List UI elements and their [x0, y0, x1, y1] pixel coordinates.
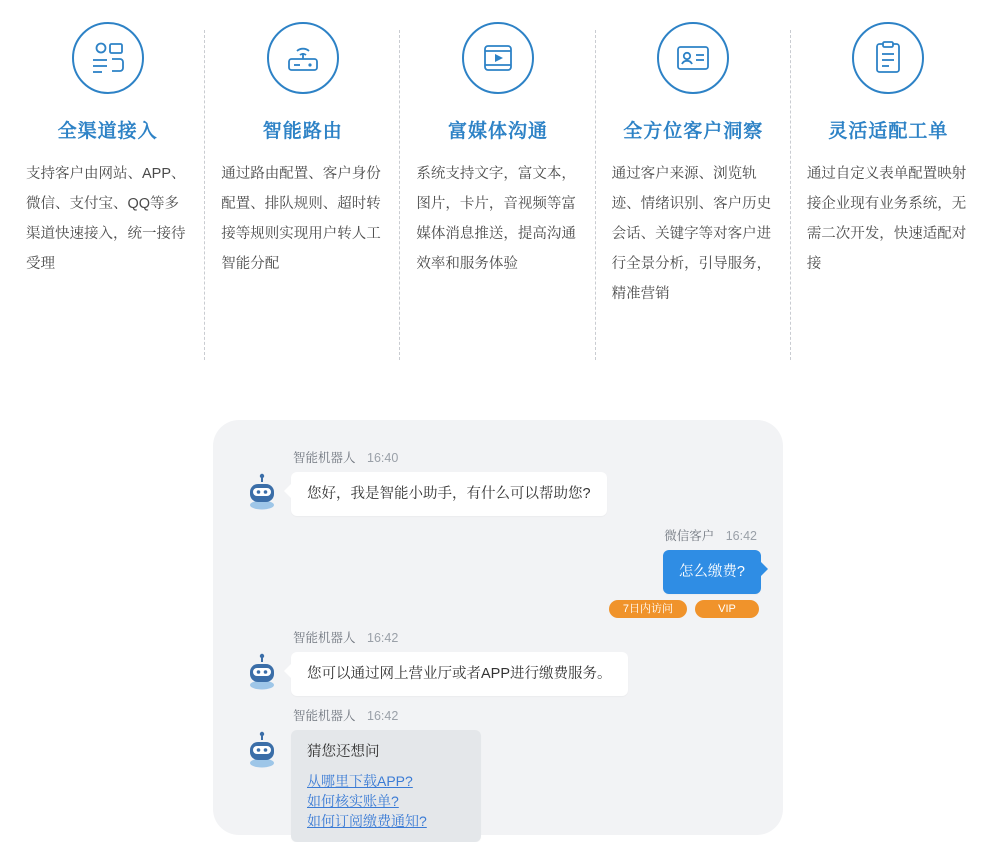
feature-description: 系统支持文字，富文本，图片，卡片，音视频等富媒体消息推送，提高沟通效率和服务体验: [416, 166, 576, 272]
suggestion-bubble: [291, 730, 481, 842]
message-time: 16:42: [725, 529, 757, 543]
customer-card-icon: [657, 22, 729, 94]
robot-avatar-icon: [243, 730, 281, 768]
channels-icon: [72, 22, 144, 94]
message-sender: 微信客户: [664, 529, 715, 543]
message-line: [235, 550, 761, 594]
work-order-icon: [852, 22, 924, 94]
suggestion-link[interactable]: 如何核实账单?: [307, 793, 399, 809]
message-time: 16:42: [367, 709, 399, 723]
feature-title: 智能路由: [262, 121, 343, 142]
message-time: 16:40: [367, 451, 399, 465]
chat-message: [235, 448, 761, 516]
customer-tag-list: [235, 600, 761, 618]
robot-avatar-icon: [243, 652, 281, 690]
status-badge: 7日内访问: [609, 600, 687, 618]
feature-item-router: [205, 22, 400, 309]
feature-description: 支持客户由网站、APP、微信、支付宝、QQ等多渠道快速接入，统一接待受理: [26, 166, 186, 272]
message-sender: 智能机器人: [293, 451, 356, 465]
message-bubble: 您可以通过网上营业厅或者APP进行缴费服务。: [291, 652, 628, 696]
message-time: 16:42: [367, 631, 399, 645]
message-line: [235, 730, 761, 842]
feature-item-work-order: [791, 22, 986, 309]
message-bubble: 您好，我是智能小助手，有什么可以帮助您?: [291, 472, 607, 516]
message-meta: [235, 706, 761, 724]
message-sender: 智能机器人: [293, 631, 356, 645]
feature-title: 灵活适配工单: [828, 121, 949, 142]
suggestion-title: 猜您还想问: [307, 744, 380, 760]
message-line: [235, 472, 761, 516]
feature-item-customer-insight: [596, 22, 791, 309]
message-line: [235, 652, 761, 696]
message-meta: [235, 526, 761, 544]
feature-title: 全渠道接入: [57, 121, 158, 142]
feature-title: 全方位客户洞察: [623, 121, 764, 142]
feature-item-channels: [10, 22, 205, 309]
message-sender: 智能机器人: [293, 709, 356, 723]
message-meta: [235, 448, 761, 466]
message-bubble: 怎么缴费?: [663, 550, 761, 594]
status-badge: VIP: [695, 600, 759, 618]
chat-message: [235, 526, 761, 618]
message-meta: [235, 628, 761, 646]
suggestion-link[interactable]: 从哪里下载APP?: [307, 773, 413, 789]
chat-panel: [213, 420, 783, 835]
feature-description: 通过自定义表单配置映射接企业现有业务系统，无需二次开发，快速适配对接: [806, 166, 967, 272]
robot-avatar-icon: [243, 472, 281, 510]
feature-description: 通过路由配置、客户身份配置、排队规则、超时转接等规则实现用户转人工智能分配: [221, 166, 381, 272]
suggestion-link[interactable]: 如何订阅缴费通知?: [307, 813, 427, 829]
feature-description: 通过客户来源、浏览轨迹、情绪识别、客户历史会话、关键字等对客户进行全景分析，引导服务，精准营销: [611, 166, 772, 302]
media-play-icon: [462, 22, 534, 94]
chat-message: [235, 706, 761, 842]
chat-message: [235, 628, 761, 696]
feature-item-rich-media: [400, 22, 595, 309]
feature-title: 富媒体沟通: [448, 121, 549, 142]
router-icon: [267, 22, 339, 94]
feature-list: [0, 0, 996, 309]
